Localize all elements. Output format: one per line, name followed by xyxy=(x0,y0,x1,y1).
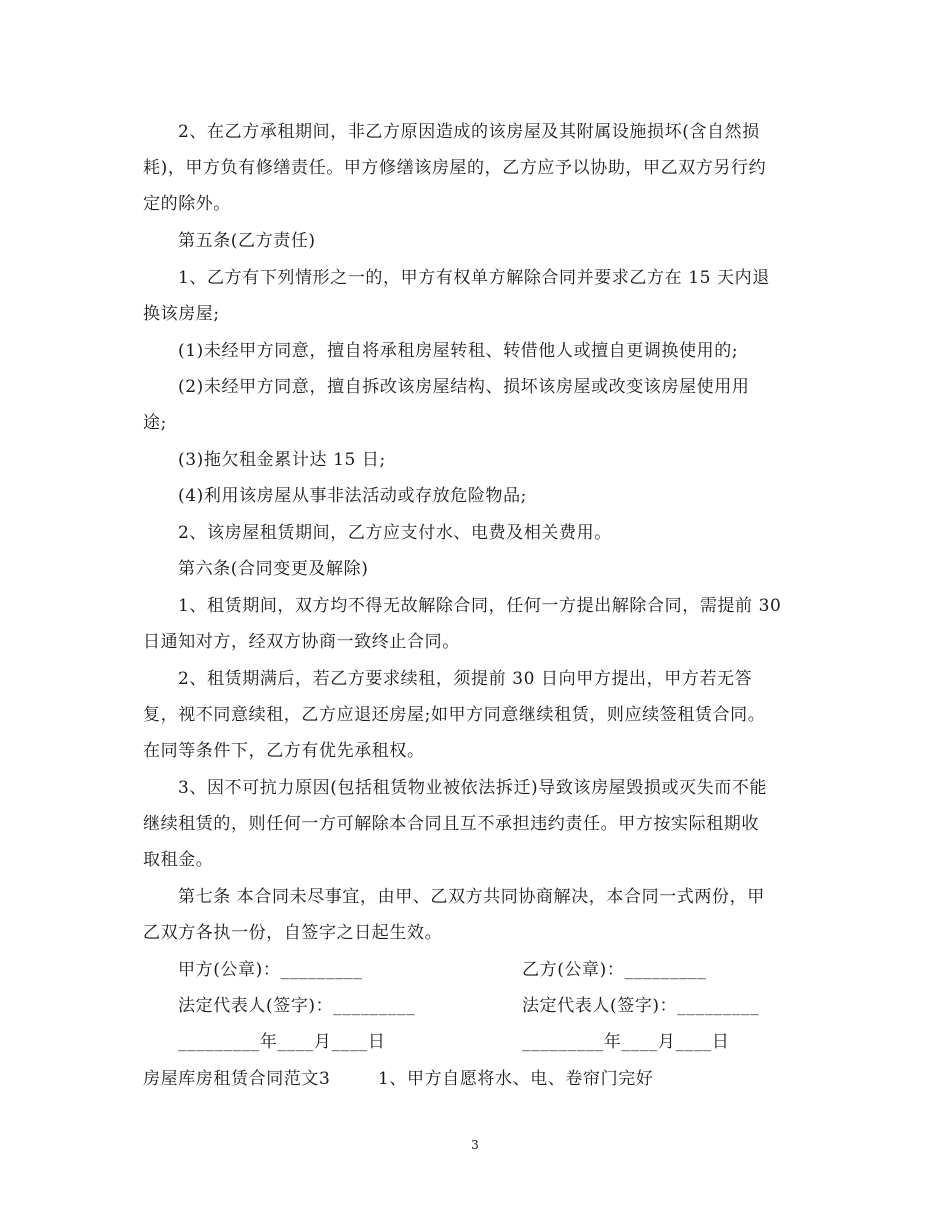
clause-4-2-line-3: 定的除外。 xyxy=(143,194,231,214)
article-7-line-1: 第七条 本合同未尽事宜，由甲、乙双方共同协商解决，本合同一式两份，甲 xyxy=(178,887,765,907)
clause-5-1-item-4: (4)利用该房屋从事非法活动或存放危险物品; xyxy=(178,486,528,506)
clause-5-2: 2、该房屋租赁期间，乙方应支付水、电费及相关费用。 xyxy=(178,523,612,543)
clause-5-1-line-2: 换该房屋; xyxy=(143,304,220,324)
clause-5-1-item-3: (3)拖欠租金累计达 15 日; xyxy=(178,450,386,470)
clause-6-2-line-3: 在同等条件下，乙方有优先承租权。 xyxy=(143,741,425,761)
clause-6-2-line-2: 复，视不同意续租，乙方应退还房屋;如甲方同意继续租赁，则应续签租赁合同。 xyxy=(143,705,766,725)
page-number: 3 xyxy=(471,1138,479,1152)
clause-5-1-item-1: (1)未经甲方同意，擅自将承租房屋转租、转借他人或擅自更调换使用的; xyxy=(178,341,739,361)
clause-4-2-line-2: 耗)，甲方负有修缮责任。甲方修缮该房屋的，乙方应予以协助，甲乙双方另行约 xyxy=(143,158,767,178)
party-a-representative-field: 法定代表人(签字)：_________ xyxy=(178,996,416,1016)
clause-6-1-line-2: 日通知对方，经双方协商一致终止合同。 xyxy=(143,632,460,652)
clause-5-1-item-2-line-1: (2)未经甲方同意，擅自拆改该房屋结构、损坏该房屋或改变该房屋使用用 xyxy=(178,377,750,397)
next-document-first-clause: 1、甲方自愿将水、电、卷帘门完好 xyxy=(378,1069,654,1089)
clause-4-2-line-1: 2、在乙方承租期间，非乙方原因造成的该房屋及其附属设施损坏(含自然损 xyxy=(178,122,760,142)
article-6-heading: 第六条(合同变更及解除) xyxy=(178,559,369,579)
article-7-line-2: 乙双方各执一份，自签字之日起生效。 xyxy=(143,923,443,943)
party-b-date-field: _________年____月____日 xyxy=(522,1032,730,1052)
clause-6-3-line-1: 3、因不可抗力原因(包括租赁物业被依法拆迁)导致该房屋毁损或灭失而不能 xyxy=(178,778,768,798)
clause-5-1-line-1: 1、乙方有下列情形之一的，甲方有权单方解除合同并要求乙方在 15 天内退 xyxy=(178,268,770,288)
party-a-date-field: _________年____月____日 xyxy=(178,1032,386,1052)
party-b-representative-field: 法定代表人(签字)：_________ xyxy=(522,996,760,1016)
clause-6-2-line-1: 2、租赁期满后，若乙方要求续租，须提前 30 日向甲方提出，甲方若无答 xyxy=(178,669,753,689)
next-document-title: 房屋库房租赁合同范文3 xyxy=(143,1069,331,1089)
clause-6-3-line-2: 继续租赁的，则任何一方可解除本合同且互不承担违约责任。甲方按实际租期收 xyxy=(143,814,759,834)
party-a-seal-field: 甲方(公章)：_________ xyxy=(178,960,363,980)
article-5-heading: 第五条(乙方责任) xyxy=(178,231,316,251)
clause-6-1-line-1: 1、租赁期间，双方均不得无故解除合同，任何一方提出解除合同，需提前 30 xyxy=(178,596,782,616)
party-b-seal-field: 乙方(公章)：_________ xyxy=(522,960,707,980)
clause-6-3-line-3: 取租金。 xyxy=(143,850,214,870)
clause-5-1-item-2-line-2: 途; xyxy=(143,413,167,433)
